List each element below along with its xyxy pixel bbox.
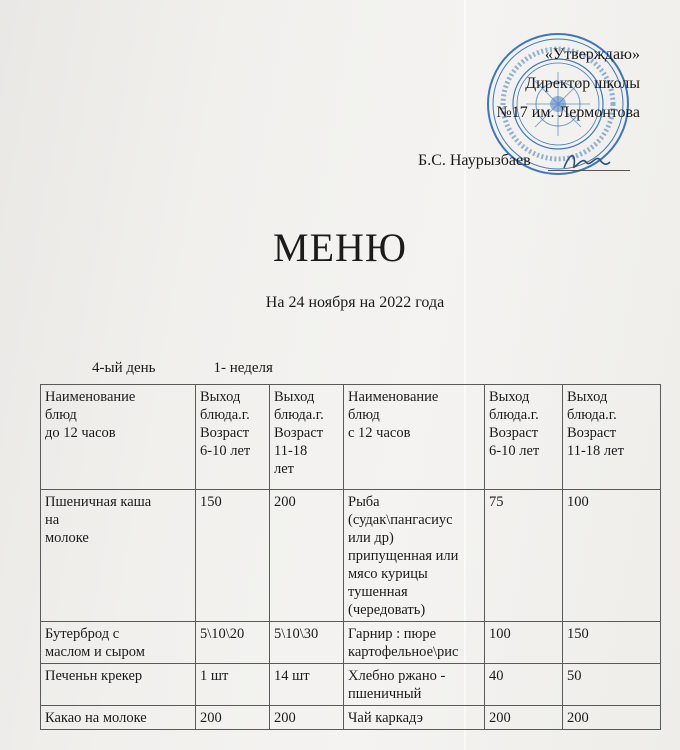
director-position: Директор школы xyxy=(525,75,640,92)
table-cell: 200 xyxy=(270,706,344,730)
table-cell: 150 xyxy=(196,490,270,622)
approved-label: «Утверждаю» xyxy=(544,46,640,63)
table-cell: Рыба (судак\пангасиус или др) припущенная или мясо курицы тушенная (чередовать) xyxy=(344,490,485,622)
signature xyxy=(560,146,612,176)
approval-block xyxy=(497,40,640,127)
date-subtitle: На 24 ноября на 2022 года xyxy=(265,294,445,311)
table-cell: 5\10\30 xyxy=(270,622,344,664)
table-row xyxy=(41,622,661,664)
table-cell: 200 xyxy=(196,706,270,730)
day-week-line xyxy=(92,360,273,377)
table-cell: Пшеничная каша на молоке xyxy=(41,490,196,622)
table-cell: Печеньн крекер xyxy=(41,664,196,706)
table-cell: Какао на молоке xyxy=(41,706,196,730)
table-cell: 200 xyxy=(270,490,344,622)
table-cell: 200 xyxy=(485,706,563,730)
header-dish-morning: Наименование блюд до 12 часов xyxy=(41,385,196,490)
table-cell: Хлебно ржано - пшеничный xyxy=(344,664,485,706)
table-cell: Чай каркадэ xyxy=(344,706,485,730)
header-yield-11-18-morning: Выход блюда.г. Возраст 11-18 лет xyxy=(270,385,344,490)
table-cell: 100 xyxy=(563,490,661,622)
table-header-row xyxy=(41,385,661,490)
table-cell: 100 xyxy=(485,622,563,664)
week-label: 1- неделя xyxy=(213,360,273,376)
page-title: МЕНЮ xyxy=(273,225,407,270)
day-label: 4-ый день xyxy=(92,360,156,376)
table-row xyxy=(41,706,661,730)
table-cell: Гарнир : пюре картофельное\рис xyxy=(344,622,485,664)
table-cell: 40 xyxy=(485,664,563,706)
table-cell: 150 xyxy=(563,622,661,664)
header-yield-6-10-morning: Выход блюда.г. Возраст 6-10 лет xyxy=(196,385,270,490)
table-cell: 1 шт xyxy=(196,664,270,706)
table-cell: Бутерброд с маслом и сыром xyxy=(41,622,196,664)
table-cell: 14 шт xyxy=(270,664,344,706)
header-dish-afternoon: Наименование блюд с 12 часов xyxy=(344,385,485,490)
director-name: Б.С. Наурызбаев xyxy=(418,152,531,169)
table-cell: 75 xyxy=(485,490,563,622)
header-yield-6-10-afternoon: Выход блюда.г. Возраст 6-10 лет xyxy=(485,385,563,490)
signature-line xyxy=(548,170,630,171)
table-cell: 50 xyxy=(563,664,661,706)
table-row xyxy=(41,490,661,622)
table-cell: 5\10\20 xyxy=(196,622,270,664)
header-yield-11-18-afternoon: Выход блюда.г. Возраст 11-18 лет xyxy=(563,385,661,490)
school-name: №17 им. Лермонтова xyxy=(496,104,640,121)
table-row xyxy=(41,664,661,706)
table-cell: 200 xyxy=(563,706,661,730)
menu-table xyxy=(40,384,661,730)
